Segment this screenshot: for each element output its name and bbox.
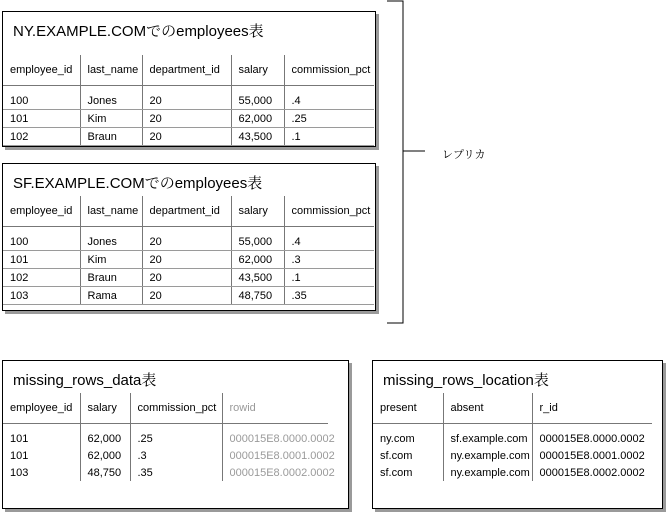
table-cell: Jones [80, 233, 142, 251]
table-cell: .4 [284, 233, 374, 251]
table-row [3, 233, 374, 251]
table-row [3, 269, 374, 287]
column-header: commission_pct [284, 55, 374, 86]
table-cell: 43,500 [231, 128, 284, 146]
table-cell: 000015E8.0001.0002 [222, 447, 328, 464]
table-cell: 101 [10, 432, 29, 445]
table-cell: .25 [284, 110, 374, 128]
missing-rows-data-title: missing_rows_data表 [13, 372, 157, 389]
replica-label: レプリカ [442, 149, 486, 161]
table-cell: .3 [130, 447, 222, 464]
table-row [3, 464, 328, 481]
table-cell: 102 [3, 128, 80, 146]
table-cell: Kim [80, 251, 142, 269]
table-cell: 20 [142, 110, 231, 128]
column-header: last_name [80, 55, 142, 86]
column-header: r_id [532, 393, 652, 424]
table-cell: 000015E8.0000.0002 [222, 430, 328, 447]
table-cell: ny.com [380, 432, 415, 445]
table-cell: Rama [80, 287, 142, 305]
missing-rows-location-title: missing_rows_location表 [383, 372, 549, 389]
column-header: salary [80, 393, 130, 424]
column-header: last_name [80, 196, 142, 227]
table-cell: 000015E8.0002.0002 [532, 464, 652, 481]
ny-panel-title: NY.EXAMPLE.COMでのemployees表 [13, 23, 264, 40]
table-cell: 000015E8.0000.0002 [532, 430, 652, 447]
table-row [373, 430, 652, 447]
table-cell: .25 [130, 430, 222, 447]
table-cell: 20 [142, 269, 231, 287]
table-cell: 103 [10, 466, 29, 479]
table-row [3, 92, 374, 110]
column-header: salary [231, 196, 284, 227]
table-row [3, 447, 328, 464]
column-header: department_id [142, 55, 231, 86]
table-cell: Braun [80, 269, 142, 287]
table-cell: 20 [142, 233, 231, 251]
table-cell: .35 [284, 287, 374, 305]
table-row [373, 464, 652, 481]
table-row [3, 128, 374, 146]
table-cell: sf.com [380, 466, 413, 479]
table-cell: Braun [80, 128, 142, 146]
ny-employees-table [3, 55, 374, 146]
table-cell: 20 [142, 287, 231, 305]
table-cell: 62,000 [231, 251, 284, 269]
table-cell: 102 [3, 269, 80, 287]
ny-employees-panel [2, 11, 376, 147]
table-cell: 43,500 [231, 269, 284, 287]
table-cell: 55,000 [231, 92, 284, 110]
table-cell: Jones [80, 92, 142, 110]
table-cell: 48,750 [231, 287, 284, 305]
table-row [3, 251, 374, 269]
table-cell: 48,750 [80, 464, 130, 481]
table-cell: Kim [80, 110, 142, 128]
table-row [3, 430, 328, 447]
sf-employees-table [3, 196, 374, 305]
sf-panel-title: SF.EXAMPLE.COMでのemployees表 [13, 175, 263, 192]
table-cell: .35 [130, 464, 222, 481]
column-header: employee_id [3, 55, 80, 86]
missing-rows-data-panel [2, 360, 349, 509]
table-cell: .1 [284, 128, 374, 146]
column-header: commission_pct [284, 196, 374, 227]
missing-rows-location-table [373, 393, 652, 481]
table-cell: 62,000 [80, 447, 130, 464]
sf-employees-panel [2, 163, 376, 311]
table-cell: 20 [142, 92, 231, 110]
table-cell: .3 [284, 251, 374, 269]
column-header: department_id [142, 196, 231, 227]
table-cell: 101 [3, 110, 80, 128]
table-cell: 101 [3, 251, 80, 269]
table-cell: 101 [10, 449, 29, 462]
column-header: absent [443, 393, 532, 424]
table-cell: ny.example.com [443, 464, 532, 481]
table-cell: 20 [142, 128, 231, 146]
column-header: employee_id [3, 393, 80, 424]
table-cell: 100 [3, 92, 80, 110]
column-header: commission_pct [130, 393, 222, 424]
missing-rows-data-table [3, 393, 335, 481]
replica-bracket [385, 0, 445, 330]
table-cell: 62,000 [231, 110, 284, 128]
table-cell: ny.example.com [443, 447, 532, 464]
table-cell: 103 [3, 287, 80, 305]
column-header: present [373, 393, 443, 424]
column-header: salary [231, 55, 284, 86]
table-cell: 100 [3, 233, 80, 251]
table-cell: sf.example.com [443, 430, 532, 447]
column-header: rowid [222, 393, 328, 424]
table-cell: 000015E8.0001.0002 [532, 447, 652, 464]
column-header: employee_id [3, 196, 80, 227]
table-cell: .1 [284, 269, 374, 287]
table-row [3, 110, 374, 128]
table-cell: .4 [284, 92, 374, 110]
table-cell: 62,000 [80, 430, 130, 447]
table-cell: 55,000 [231, 233, 284, 251]
table-cell: sf.com [380, 449, 413, 462]
table-cell: 20 [142, 251, 231, 269]
table-cell: 000015E8.0002.0002 [222, 464, 328, 481]
table-row [373, 447, 652, 464]
missing-rows-location-panel [372, 360, 663, 509]
table-row [3, 287, 374, 305]
